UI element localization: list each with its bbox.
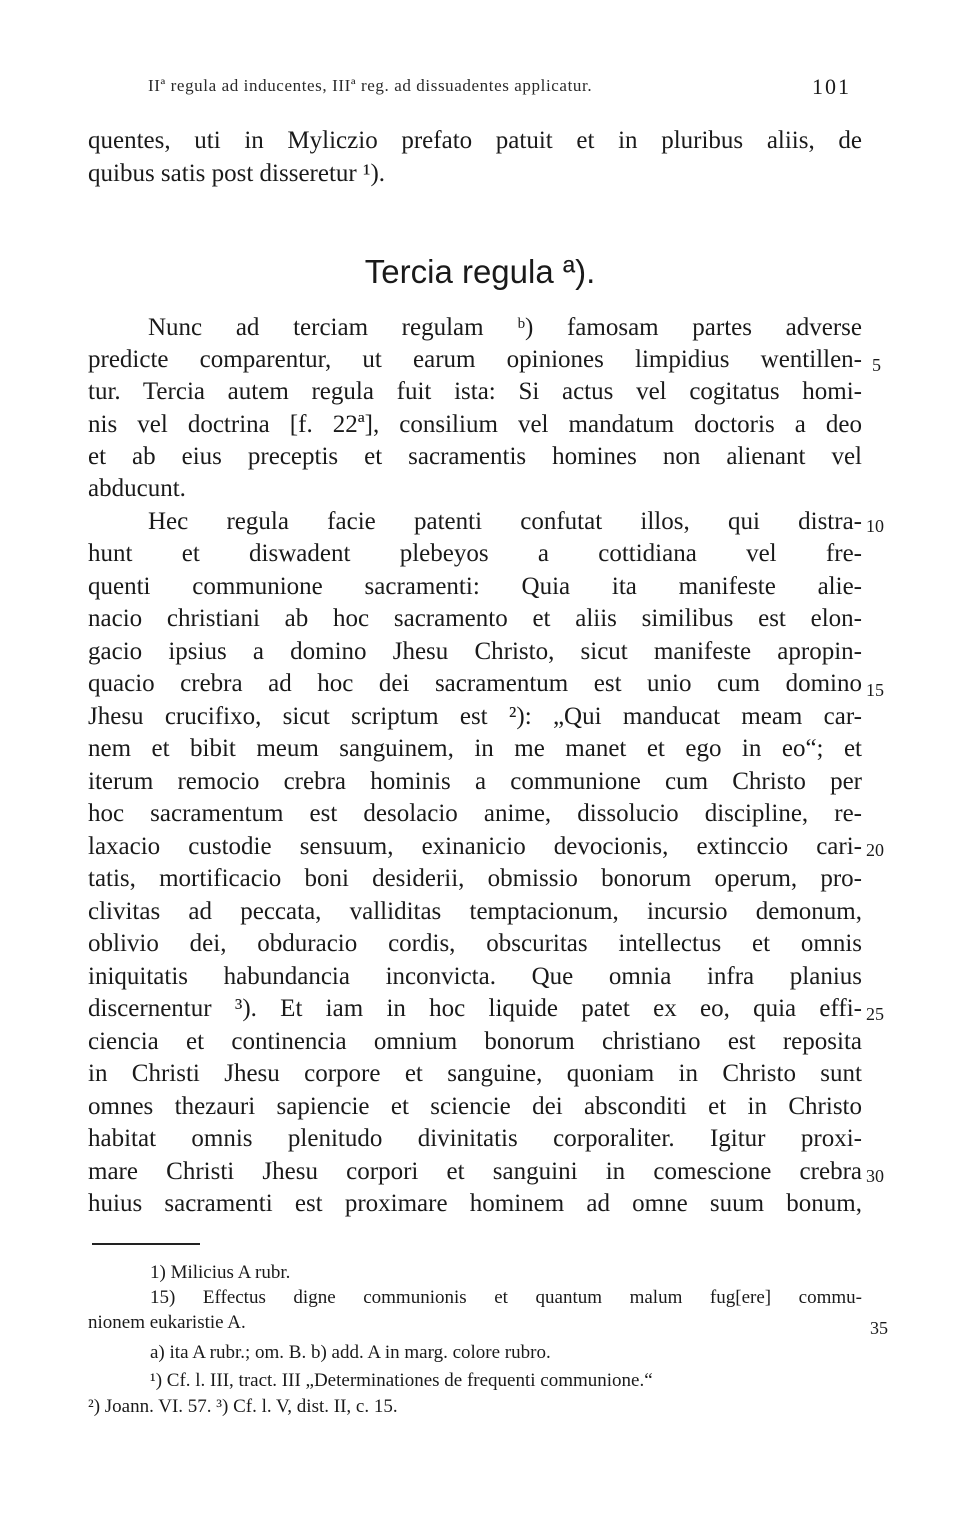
text-line: tur. Tercia autem regula fuit ista: Si actus vel cogitatus homi- (88, 378, 862, 405)
text-line: et ab eius preceptis et sacramentis homines non alienant vel (88, 443, 862, 470)
text-line: quibus satis post disseretur ¹). (88, 160, 386, 187)
text-line: abducunt. (88, 475, 186, 502)
footnote: 1) Milicius A rubr. (150, 1262, 291, 1283)
line-number: 30 (866, 1166, 884, 1186)
text-line: ciencia et continencia omnium bonorum christiano est reposita (88, 1028, 862, 1055)
running-header (148, 68, 888, 98)
footnote: nionem eukaristie A. (88, 1312, 246, 1333)
text-line: tatis, mortificacio boni desiderii, obmissio bonorum operum, pro- (88, 865, 862, 892)
text-line: discernentur ³). Et iam in hoc liquide patet ex eo, quia effi- (88, 995, 862, 1022)
text-line: quacio crebra ad hoc dei sacramentum est unio cum domino (88, 670, 862, 697)
footnote: ²) Joann. VI. 57. ³) Cf. l. V, dist. II, c. 15. (88, 1396, 398, 1417)
section-heading: Tercia regula ª). (364, 253, 596, 290)
line-number: 20 (866, 840, 884, 860)
footnote: 15) Effectus digne communionis et quantum malum fug[ere] commu- (150, 1287, 862, 1308)
text-line: nacio christiani ab hoc sacramento et aliis similibus est elon- (88, 605, 862, 632)
text-line: Nunc ad terciam regulam ᵇ) famosam partes adverse (148, 314, 862, 341)
line-number: 5 (872, 355, 881, 375)
line-number: 35 (870, 1318, 888, 1338)
page-number: 101 (812, 74, 851, 99)
text-line: clivitas ad peccata, valliditas temptacionum, incursio demonum, (88, 898, 862, 925)
text-line: Hec regula facie patenti confutat illos, qui distra- (148, 508, 862, 535)
text-line: Jhesu crucifixo, sicut scriptum est ²): „Qui manducat meam car- (88, 703, 862, 730)
text-line: nis vel doctrina [f. 22ª], consilium vel mandatum doctoris a deo (88, 411, 862, 438)
text-line: habitat omnis plenitudo divinitatis corporaliter. Igitur proxi- (88, 1125, 862, 1152)
text-line: quentes, uti in Myliczio prefato patuit et in pluribus aliis, de (88, 127, 862, 154)
footnote: ¹) Cf. l. III, tract. III „Determinationes de frequenti communione.“ (150, 1370, 653, 1391)
line-number: 15 (866, 680, 884, 700)
text-line: mare Christi Jhesu corpori et sanguini in comescione crebra (88, 1158, 862, 1185)
text-line: gacio ipsius a domino Jhesu Christo, sicut manifeste apropin- (88, 638, 862, 665)
text-line: omnes thezauri sapiencie et sciencie dei absconditi et in Christo (88, 1093, 862, 1120)
text-line: iniquitatis habundancia inconvicta. Que omnia infra planius (88, 963, 862, 990)
text-line: predicte comparentur, ut earum opiniones limpidius wentillen- (88, 346, 862, 373)
text-line: iterum remocio crebra hominis a communione cum Christo per (88, 768, 862, 795)
text-line: quenti communione sacramenti: Quia ita manifeste alie- (88, 573, 862, 600)
text-line: laxacio custodie sensuum, exinanicio devocionis, extinccio cari- (88, 833, 862, 860)
line-number: 10 (866, 516, 884, 536)
footnote: a) ita A rubr.; om. B. b) add. A in marg. colore rubro. (150, 1342, 551, 1363)
text-line: oblivio dei, obduracio cordis, obscuritas intellectus et omnis (88, 930, 862, 957)
text-line: in Christi Jhesu corpore et sanguine, quoniam in Christo sunt (88, 1060, 862, 1087)
text-line: hoc sacramentum est desolacio anime, dissolucio discipline, re- (88, 800, 862, 827)
text-line: huius sacramenti est proximare hominem ad omne suum bonum, (88, 1190, 862, 1217)
text-line: nem et bibit meum sanguinem, in me manet et ego in eo“; et (88, 735, 862, 762)
text-line: hunt et diswadent plebeyos a cottidiana vel fre- (88, 540, 862, 567)
line-number: 25 (866, 1004, 884, 1024)
running-head: IIª regula ad inducentes, IIIª reg. ad dissuadentes applicatur. (148, 76, 593, 95)
footnote-rule (92, 1243, 200, 1245)
